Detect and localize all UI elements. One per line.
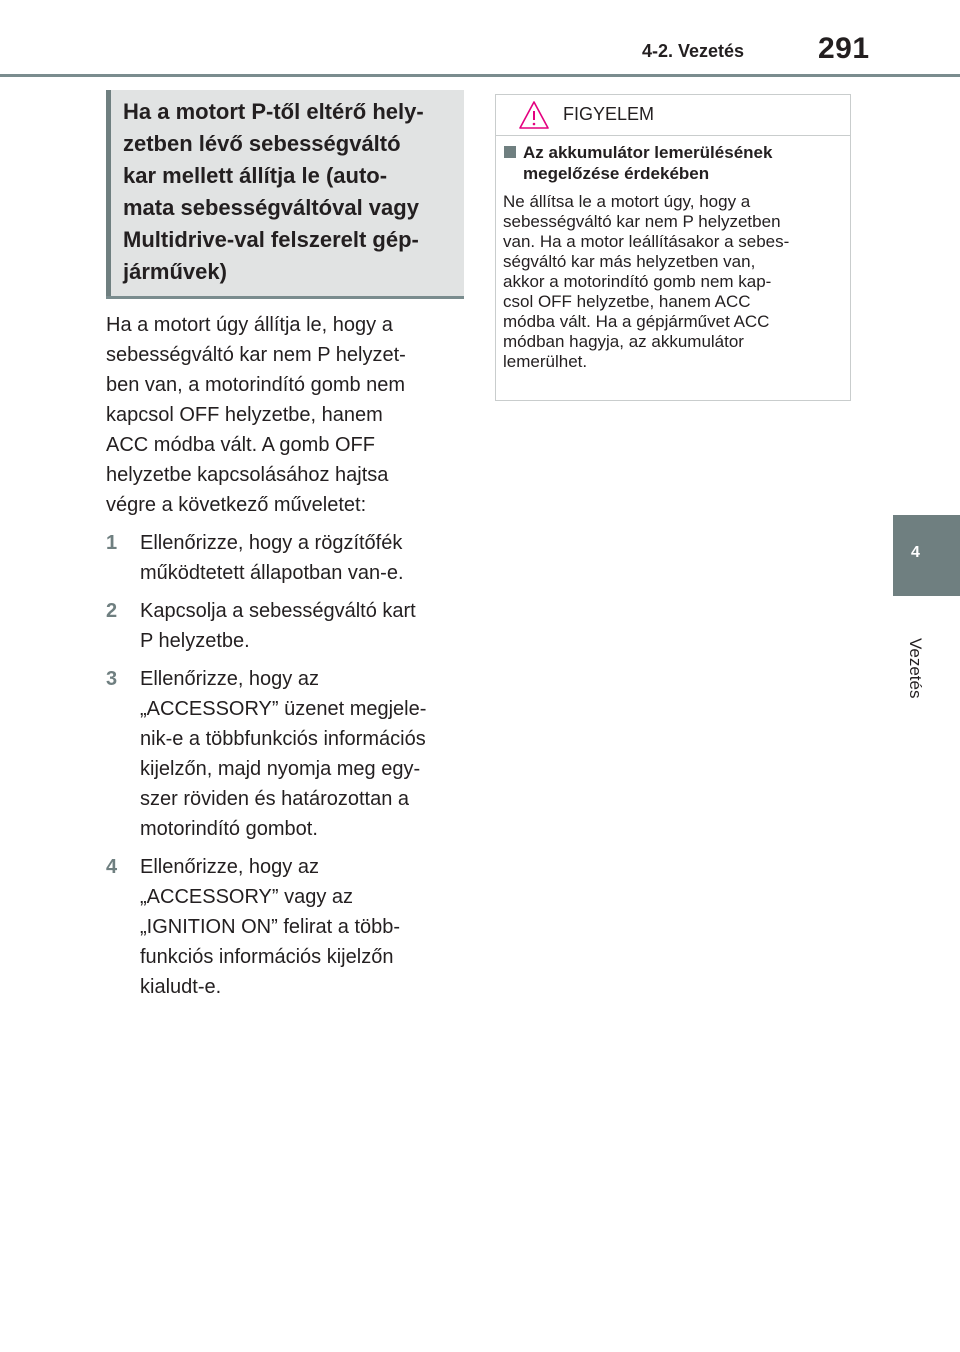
intro-line: ben van, a motorindító gomb nem — [106, 374, 406, 396]
section-heading-box — [106, 90, 464, 299]
step-line: szer röviden és határozottan a — [140, 788, 410, 810]
page-number: 291 — [818, 32, 870, 65]
intro-line: Ha a motort úgy állítja le, hogy a — [106, 314, 393, 336]
intro-line: helyzetbe kapcsolásához hajtsa — [106, 464, 389, 486]
section-title-line: kar mellett állítja le (auto- — [123, 163, 388, 188]
step-line: működtetett állapotban van-e. — [140, 562, 404, 584]
step-line: motorindító gombot. — [140, 818, 318, 840]
step-text — [140, 596, 464, 656]
warning-text-line: akkor a motorindító gomb nem kap- — [503, 272, 772, 291]
section-title-line: Ha a motort P-től eltérő hely- — [123, 99, 424, 124]
intro-line: sebességváltó kar nem P helyzet- — [106, 344, 406, 366]
step-4 — [106, 852, 464, 1002]
step-1 — [106, 528, 464, 588]
section-title-line: zetben lévő sebességváltó — [123, 131, 401, 156]
step-line: nik-e a többfunkciós információs — [140, 728, 426, 750]
warning-body — [496, 136, 850, 372]
step-3 — [106, 664, 464, 844]
warning-text-line: van. Ha a motor leállításakor a sebes- — [503, 232, 790, 251]
step-line: Ellenőrizze, hogy az — [140, 856, 319, 878]
step-number: 3 — [106, 668, 118, 690]
step-line: „ACCESSORY” vagy az — [140, 886, 354, 908]
step-number: 1 — [106, 532, 118, 554]
square-bullet-icon — [504, 146, 516, 158]
step-number: 2 — [106, 600, 118, 622]
step-text — [140, 528, 464, 588]
step-line: funkciós információs kijelzőn — [140, 946, 394, 968]
warning-subtitle-line: megelőzése érdekében — [523, 164, 710, 183]
step-text — [140, 664, 464, 844]
intro-line: ACC módba vált. A gomb OFF — [106, 434, 375, 456]
warning-text-line: ségváltó kar más helyzetben van, — [503, 252, 756, 271]
step-line: „IGNITION ON” felirat a több- — [140, 916, 401, 938]
section-title-line: Multidrive-val felszerelt gép- — [123, 227, 419, 252]
warning-header — [496, 95, 850, 136]
chapter-number: 4 — [911, 544, 920, 561]
header-rule — [0, 74, 960, 77]
step-line: Kapcsolja a sebességváltó kart — [140, 600, 416, 622]
warning-text-line: csol OFF helyzetbe, hanem ACC — [503, 292, 751, 311]
step-line: Ellenőrizze, hogy az — [140, 668, 319, 690]
intro-line: kapcsol OFF helyzetbe, hanem — [106, 404, 383, 426]
warning-title: FIGYELEM — [563, 104, 655, 124]
step-line: „ACCESSORY” üzenet megjele- — [140, 698, 427, 720]
warning-triangle-icon — [518, 100, 550, 130]
warning-subtitle — [503, 142, 840, 184]
warning-box — [495, 94, 851, 401]
warning-text — [503, 192, 840, 372]
section-title-line: mata sebességváltóval vagy — [123, 195, 419, 220]
warning-text-line: lemerülhet. — [503, 352, 588, 371]
warning-text-line: Ne állítsa le a motort úgy, hogy a — [503, 192, 751, 211]
step-line: kialudt-e. — [140, 976, 222, 998]
step-text — [140, 852, 464, 1002]
warning-text-line: módba vált. Ha a gépjárművet ACC — [503, 312, 770, 331]
step-line: P helyzetbe. — [140, 630, 250, 652]
intro-line: végre a következő műveletet: — [106, 494, 367, 516]
step-number: 4 — [106, 856, 118, 878]
section-title — [123, 96, 458, 288]
section-title-line: járművek) — [123, 259, 227, 284]
step-line: kijelzőn, majd nyomja meg egy- — [140, 758, 421, 780]
intro-paragraph — [106, 310, 464, 520]
step-line: Ellenőrizze, hogy a rögzítőfék — [140, 532, 403, 554]
running-header-section: 4-2. Vezetés — [642, 41, 745, 61]
chapter-label: Vezetés — [906, 638, 925, 699]
warning-text-line: módban hagyja, az akkumulátor — [503, 332, 744, 351]
main-column — [106, 90, 464, 1002]
warning-text-line: sebességváltó kar nem P helyzetben — [503, 212, 781, 231]
step-2 — [106, 596, 464, 656]
warning-subtitle-line: Az akkumulátor lemerülésének — [523, 143, 773, 162]
